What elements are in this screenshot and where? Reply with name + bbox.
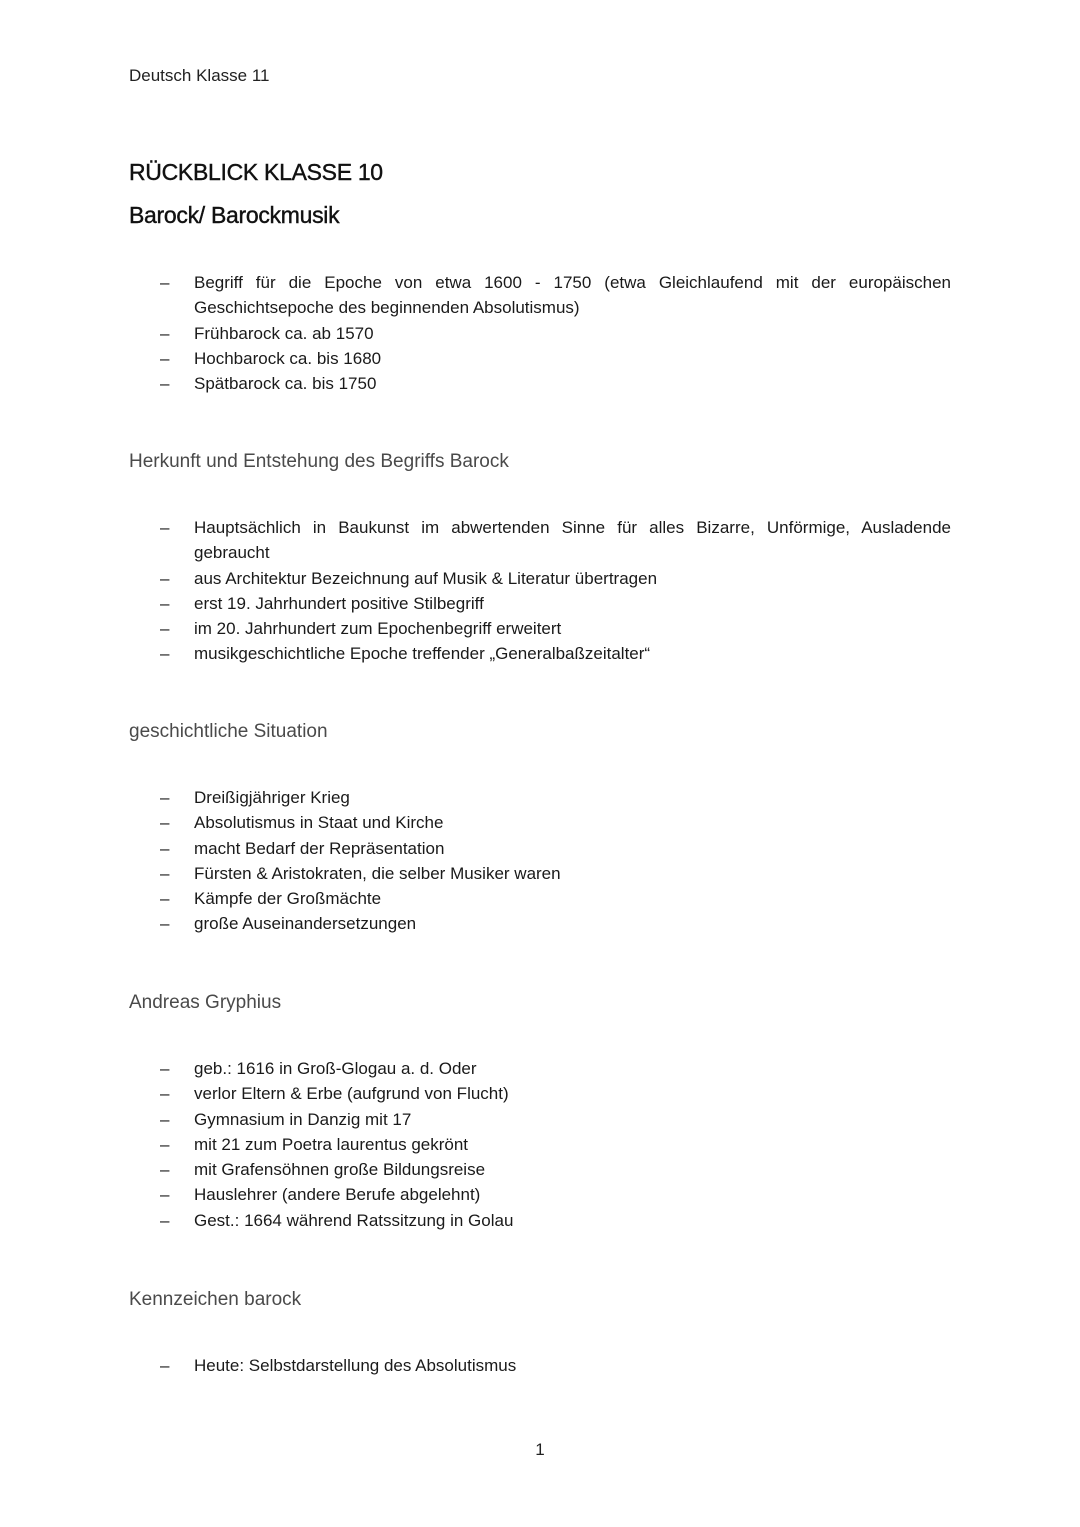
- page-number: 1: [535, 1440, 545, 1459]
- list-item-text: Absolutismus in Staat und Kirche: [194, 813, 444, 833]
- list-item-text: Hochbarock ca. bis 1680: [194, 348, 382, 368]
- bullet-dash: –: [160, 1059, 170, 1078]
- bullet-dash: –: [160, 1109, 170, 1129]
- bullet-dash: –: [160, 273, 170, 292]
- bullet-dash: –: [160, 889, 170, 909]
- list-item-text: geb.: 1616 in Groß-Glogau a. d. Oder: [194, 1059, 477, 1078]
- list-item: [0, 346, 951, 371]
- list-item-text: verlor Eltern & Erbe (aufgrund von Flucht): [194, 1084, 509, 1104]
- bullet-dash: –: [160, 1356, 170, 1375]
- list-item: [0, 641, 951, 666]
- section-list-geschichte: [0, 785, 951, 937]
- list-item: [0, 371, 951, 396]
- bullet-dash: –: [160, 1134, 170, 1154]
- list-item: [0, 861, 951, 886]
- list-item: [0, 1353, 951, 1378]
- bullet-dash: –: [160, 813, 170, 833]
- section-heading-herkunft: Herkunft und Entstehung des Begriffs Barock: [129, 451, 509, 472]
- list-item-text: Spätbarock ca. bis 1750: [194, 374, 377, 394]
- list-item: [0, 1132, 951, 1157]
- list-item: [0, 321, 951, 346]
- list-item: [0, 810, 951, 835]
- list-item: [0, 886, 951, 911]
- list-item-text: Begriff für die Epoche von etwa 1600 - 1750 (etwa Gleichlaufend mit der europäischen Geschichtsepoche des beginnenden Absolutismus): [194, 273, 951, 318]
- list-item: [0, 591, 951, 616]
- list-item-text: Fürsten & Aristokraten, die selber Musiker waren: [194, 863, 561, 883]
- list-item: [0, 785, 951, 810]
- bullet-dash: –: [160, 644, 170, 664]
- list-item: [0, 515, 951, 566]
- bullet-dash: –: [160, 1185, 170, 1205]
- bullet-dash: –: [160, 568, 170, 588]
- bullet-dash: –: [160, 863, 170, 883]
- section-heading-geschichte: geschichtliche Situation: [129, 721, 328, 742]
- intro-list: [0, 270, 951, 396]
- bullet-dash: –: [160, 348, 170, 368]
- list-item-text: Kämpfe der Großmächte: [194, 889, 382, 909]
- bullet-dash: –: [160, 1210, 170, 1230]
- list-item-text: Frühbarock ca. ab 1570: [194, 323, 374, 343]
- list-item: [0, 270, 951, 321]
- bullet-dash: –: [160, 1084, 170, 1104]
- bullet-dash: –: [160, 518, 170, 537]
- page-header: Deutsch Klasse 11: [129, 66, 270, 85]
- list-item: [0, 1208, 951, 1233]
- list-item: [0, 1107, 951, 1132]
- bullet-dash: –: [160, 619, 170, 639]
- list-item: [0, 1081, 951, 1106]
- section-list-herkunft: [0, 515, 951, 667]
- bullet-dash: –: [160, 1160, 170, 1180]
- list-item: [0, 911, 951, 936]
- section-list-kennzeichen: [0, 1353, 951, 1378]
- list-item-text: aus Architektur Bezeichnung auf Musik & Literatur übertragen: [194, 568, 658, 588]
- bullet-dash: –: [160, 593, 170, 613]
- list-item-text: mit Grafensöhnen große Bildungsreise: [194, 1160, 486, 1180]
- section-heading-kennzeichen: Kennzeichen barock: [129, 1289, 302, 1310]
- bullet-dash: –: [160, 788, 170, 807]
- section-list-gryphius: [0, 1056, 951, 1233]
- list-item-text: große Auseinandersetzungen: [194, 914, 417, 934]
- list-item-text: Dreißigjähriger Krieg: [194, 788, 350, 807]
- list-item: [0, 1056, 951, 1081]
- bullet-dash: –: [160, 838, 170, 858]
- list-item-text: Hauslehrer (andere Berufe abgelehnt): [194, 1185, 481, 1205]
- list-item-text: Heute: Selbstdarstellung des Absolutismus: [194, 1356, 517, 1375]
- list-item: [0, 836, 951, 861]
- list-item: [0, 566, 951, 591]
- bullet-dash: –: [160, 323, 170, 343]
- list-item-text: erst 19. Jahrhundert positive Stilbegriff: [194, 593, 484, 613]
- list-item: [0, 1182, 951, 1207]
- list-item-text: Gest.: 1664 während Ratssitzung in Golau: [194, 1210, 514, 1230]
- section-heading-gryphius: Andreas Gryphius: [129, 992, 282, 1013]
- bullet-dash: –: [160, 914, 170, 934]
- list-item-text: musikgeschichtliche Epoche treffender „Generalbaßzeitalter“: [194, 644, 651, 664]
- document-title: RÜCKBLICK KLASSE 10: [129, 159, 383, 185]
- list-item-text: Gymnasium in Danzig mit 17: [194, 1109, 412, 1129]
- bullet-dash: –: [160, 374, 170, 394]
- list-item: [0, 1157, 951, 1182]
- list-item-text: mit 21 zum Poetra laurentus gekrönt: [194, 1134, 469, 1154]
- document-subtitle: Barock/ Barockmusik: [129, 202, 340, 228]
- list-item-text: im 20. Jahrhundert zum Epochenbegriff erweitert: [194, 619, 562, 639]
- list-item-text: Hauptsächlich in Baukunst im abwertenden Sinne für alles Bizarre, Unförmige, Ausladende gebraucht: [194, 518, 951, 563]
- list-item-text: macht Bedarf der Repräsentation: [194, 838, 445, 858]
- list-item: [0, 616, 951, 641]
